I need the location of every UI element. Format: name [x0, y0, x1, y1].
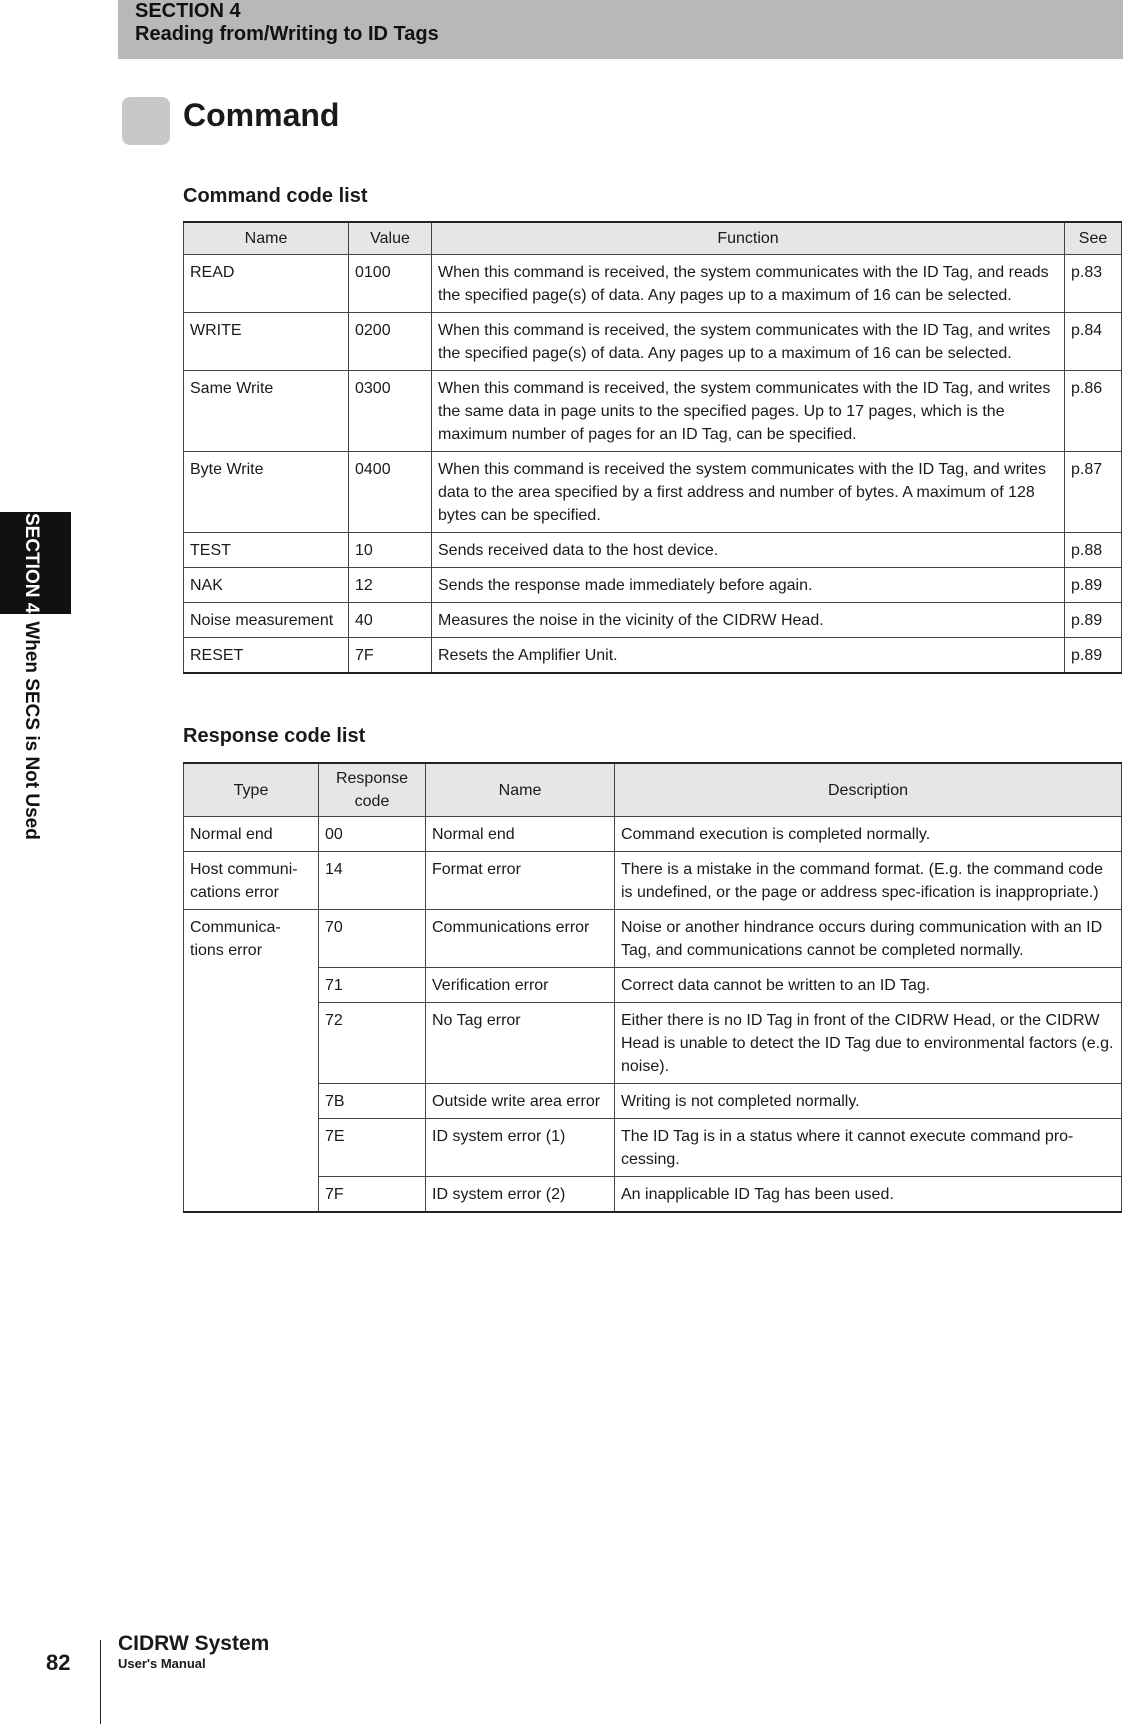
cell: The ID Tag is in a status where it cannot execute command pro-cessing.	[615, 1119, 1122, 1177]
cell: ID system error (1)	[426, 1119, 615, 1177]
column-header: Description	[615, 763, 1122, 817]
section-subtitle: Reading from/Writing to ID Tags	[135, 23, 439, 45]
cell: NAK	[184, 568, 349, 603]
cell: 71	[319, 968, 426, 1003]
cell: No Tag error	[426, 1003, 615, 1084]
side-tab-text	[20, 513, 42, 840]
type-cell: Normal end	[184, 817, 319, 852]
cell: Writing is not completed normally.	[615, 1084, 1122, 1119]
page-title: Command	[183, 97, 340, 133]
cell: p.89	[1065, 638, 1122, 674]
cell: Sends received data to the host device.	[432, 533, 1065, 568]
cell: Noise or another hindrance occurs during communication with an ID Tag, and communications cannot be completed normally.	[615, 910, 1122, 968]
table-row	[184, 1177, 1122, 1213]
cell: 0100	[349, 255, 432, 313]
cell: p.87	[1065, 452, 1122, 533]
cell: Noise measurement	[184, 603, 349, 638]
cell: Verification error	[426, 968, 615, 1003]
cell: TEST	[184, 533, 349, 568]
table-row	[184, 1084, 1122, 1119]
cell: When this command is received the system communicates with the ID Tag, and writes data to the area specified by a first address and number of bytes. A maximum of 128 bytes can be specified.	[432, 452, 1065, 533]
table-row	[184, 533, 1122, 568]
cell: Same Write	[184, 371, 349, 452]
cell: Byte Write	[184, 452, 349, 533]
cell: p.89	[1065, 603, 1122, 638]
section-header-bar	[118, 0, 1123, 59]
cell: Command execution is completed normally.	[615, 817, 1122, 852]
page-number: 82	[46, 1650, 71, 1675]
table-row	[184, 638, 1122, 674]
cell: When this command is received, the system communicates with the ID Tag, and writes the specified page(s) of data. Any pages up to a maximum of 16 can be selected.	[432, 313, 1065, 371]
cell: Correct data cannot be written to an ID Tag.	[615, 968, 1122, 1003]
cell: p.89	[1065, 568, 1122, 603]
cell: When this command is received, the system communicates with the ID Tag, and writes the same data in page units to the specified pages. Up to 17 pages, which is the maximum number of pages for an ID Tag, can be specified.	[432, 371, 1065, 452]
cell: p.84	[1065, 313, 1122, 371]
command-code-table	[183, 221, 1122, 674]
cell: 7F	[319, 1177, 426, 1213]
column-header: Function	[432, 222, 1065, 255]
table-row	[184, 452, 1122, 533]
table-row	[184, 1003, 1122, 1084]
cell: 7F	[349, 638, 432, 674]
column-header: Response code	[319, 763, 426, 817]
cell: 0300	[349, 371, 432, 452]
cell: 72	[319, 1003, 426, 1084]
footer-divider	[100, 1640, 101, 1724]
side-tab-title: When SECS is Not Used	[21, 621, 42, 840]
column-header: Value	[349, 222, 432, 255]
cell: READ	[184, 255, 349, 313]
table-row	[184, 371, 1122, 452]
section-label: SECTION 4	[135, 0, 241, 22]
table-row	[184, 852, 1122, 910]
cell: RESET	[184, 638, 349, 674]
table-row	[184, 603, 1122, 638]
cell: p.86	[1065, 371, 1122, 452]
cell: Communications error	[426, 910, 615, 968]
type-cell: Communica-tions error	[184, 910, 319, 1213]
table-row	[184, 1119, 1122, 1177]
cell: WRITE	[184, 313, 349, 371]
cell: 12	[349, 568, 432, 603]
cell: 7E	[319, 1119, 426, 1177]
cell: 00	[319, 817, 426, 852]
cell: 0200	[349, 313, 432, 371]
cell: Either there is no ID Tag in front of the CIDRW Head, or the CIDRW Head is unable to detect the ID Tag due to environmental factors (e.g. noise).	[615, 1003, 1122, 1084]
table-row	[184, 313, 1122, 371]
table-row	[184, 910, 1122, 968]
column-header: Name	[426, 763, 615, 817]
column-header: Name	[184, 222, 349, 255]
column-header: See	[1065, 222, 1122, 255]
cell: 40	[349, 603, 432, 638]
response-code-table	[183, 762, 1122, 1213]
cell: Normal end	[426, 817, 615, 852]
cell: Format error	[426, 852, 615, 910]
cell: Sends the response made immediately before again.	[432, 568, 1065, 603]
column-header: Type	[184, 763, 319, 817]
table-row	[184, 255, 1122, 313]
response-list-heading: Response code list	[183, 725, 366, 747]
title-marker	[122, 97, 170, 145]
table-row	[184, 568, 1122, 603]
cell: Measures the noise in the vicinity of the CIDRW Head.	[432, 603, 1065, 638]
footer-product: CIDRW System	[118, 1632, 270, 1655]
cell: 70	[319, 910, 426, 968]
cell: p.83	[1065, 255, 1122, 313]
footer-manual: User's Manual	[118, 1656, 206, 1671]
cell: ID system error (2)	[426, 1177, 615, 1213]
cell: 7B	[319, 1084, 426, 1119]
cell: An inapplicable ID Tag has been used.	[615, 1177, 1122, 1213]
cell: 14	[319, 852, 426, 910]
cell: p.88	[1065, 533, 1122, 568]
cell: 0400	[349, 452, 432, 533]
cell: Outside write area error	[426, 1084, 615, 1119]
type-cell: Host communi-cations error	[184, 852, 319, 910]
table-row	[184, 968, 1122, 1003]
cell: When this command is received, the system communicates with the ID Tag, and reads the specified page(s) of data. Any pages up to a maximum of 16 can be selected.	[432, 255, 1065, 313]
cell: Resets the Amplifier Unit.	[432, 638, 1065, 674]
side-tab-section: SECTION 4	[21, 513, 42, 614]
cell: 10	[349, 533, 432, 568]
cell: There is a mistake in the command format. (E.g. the command code is undefined, or the page or address spec-ification is inappropriate.)	[615, 852, 1122, 910]
command-list-heading: Command code list	[183, 185, 368, 207]
table-row	[184, 817, 1122, 852]
